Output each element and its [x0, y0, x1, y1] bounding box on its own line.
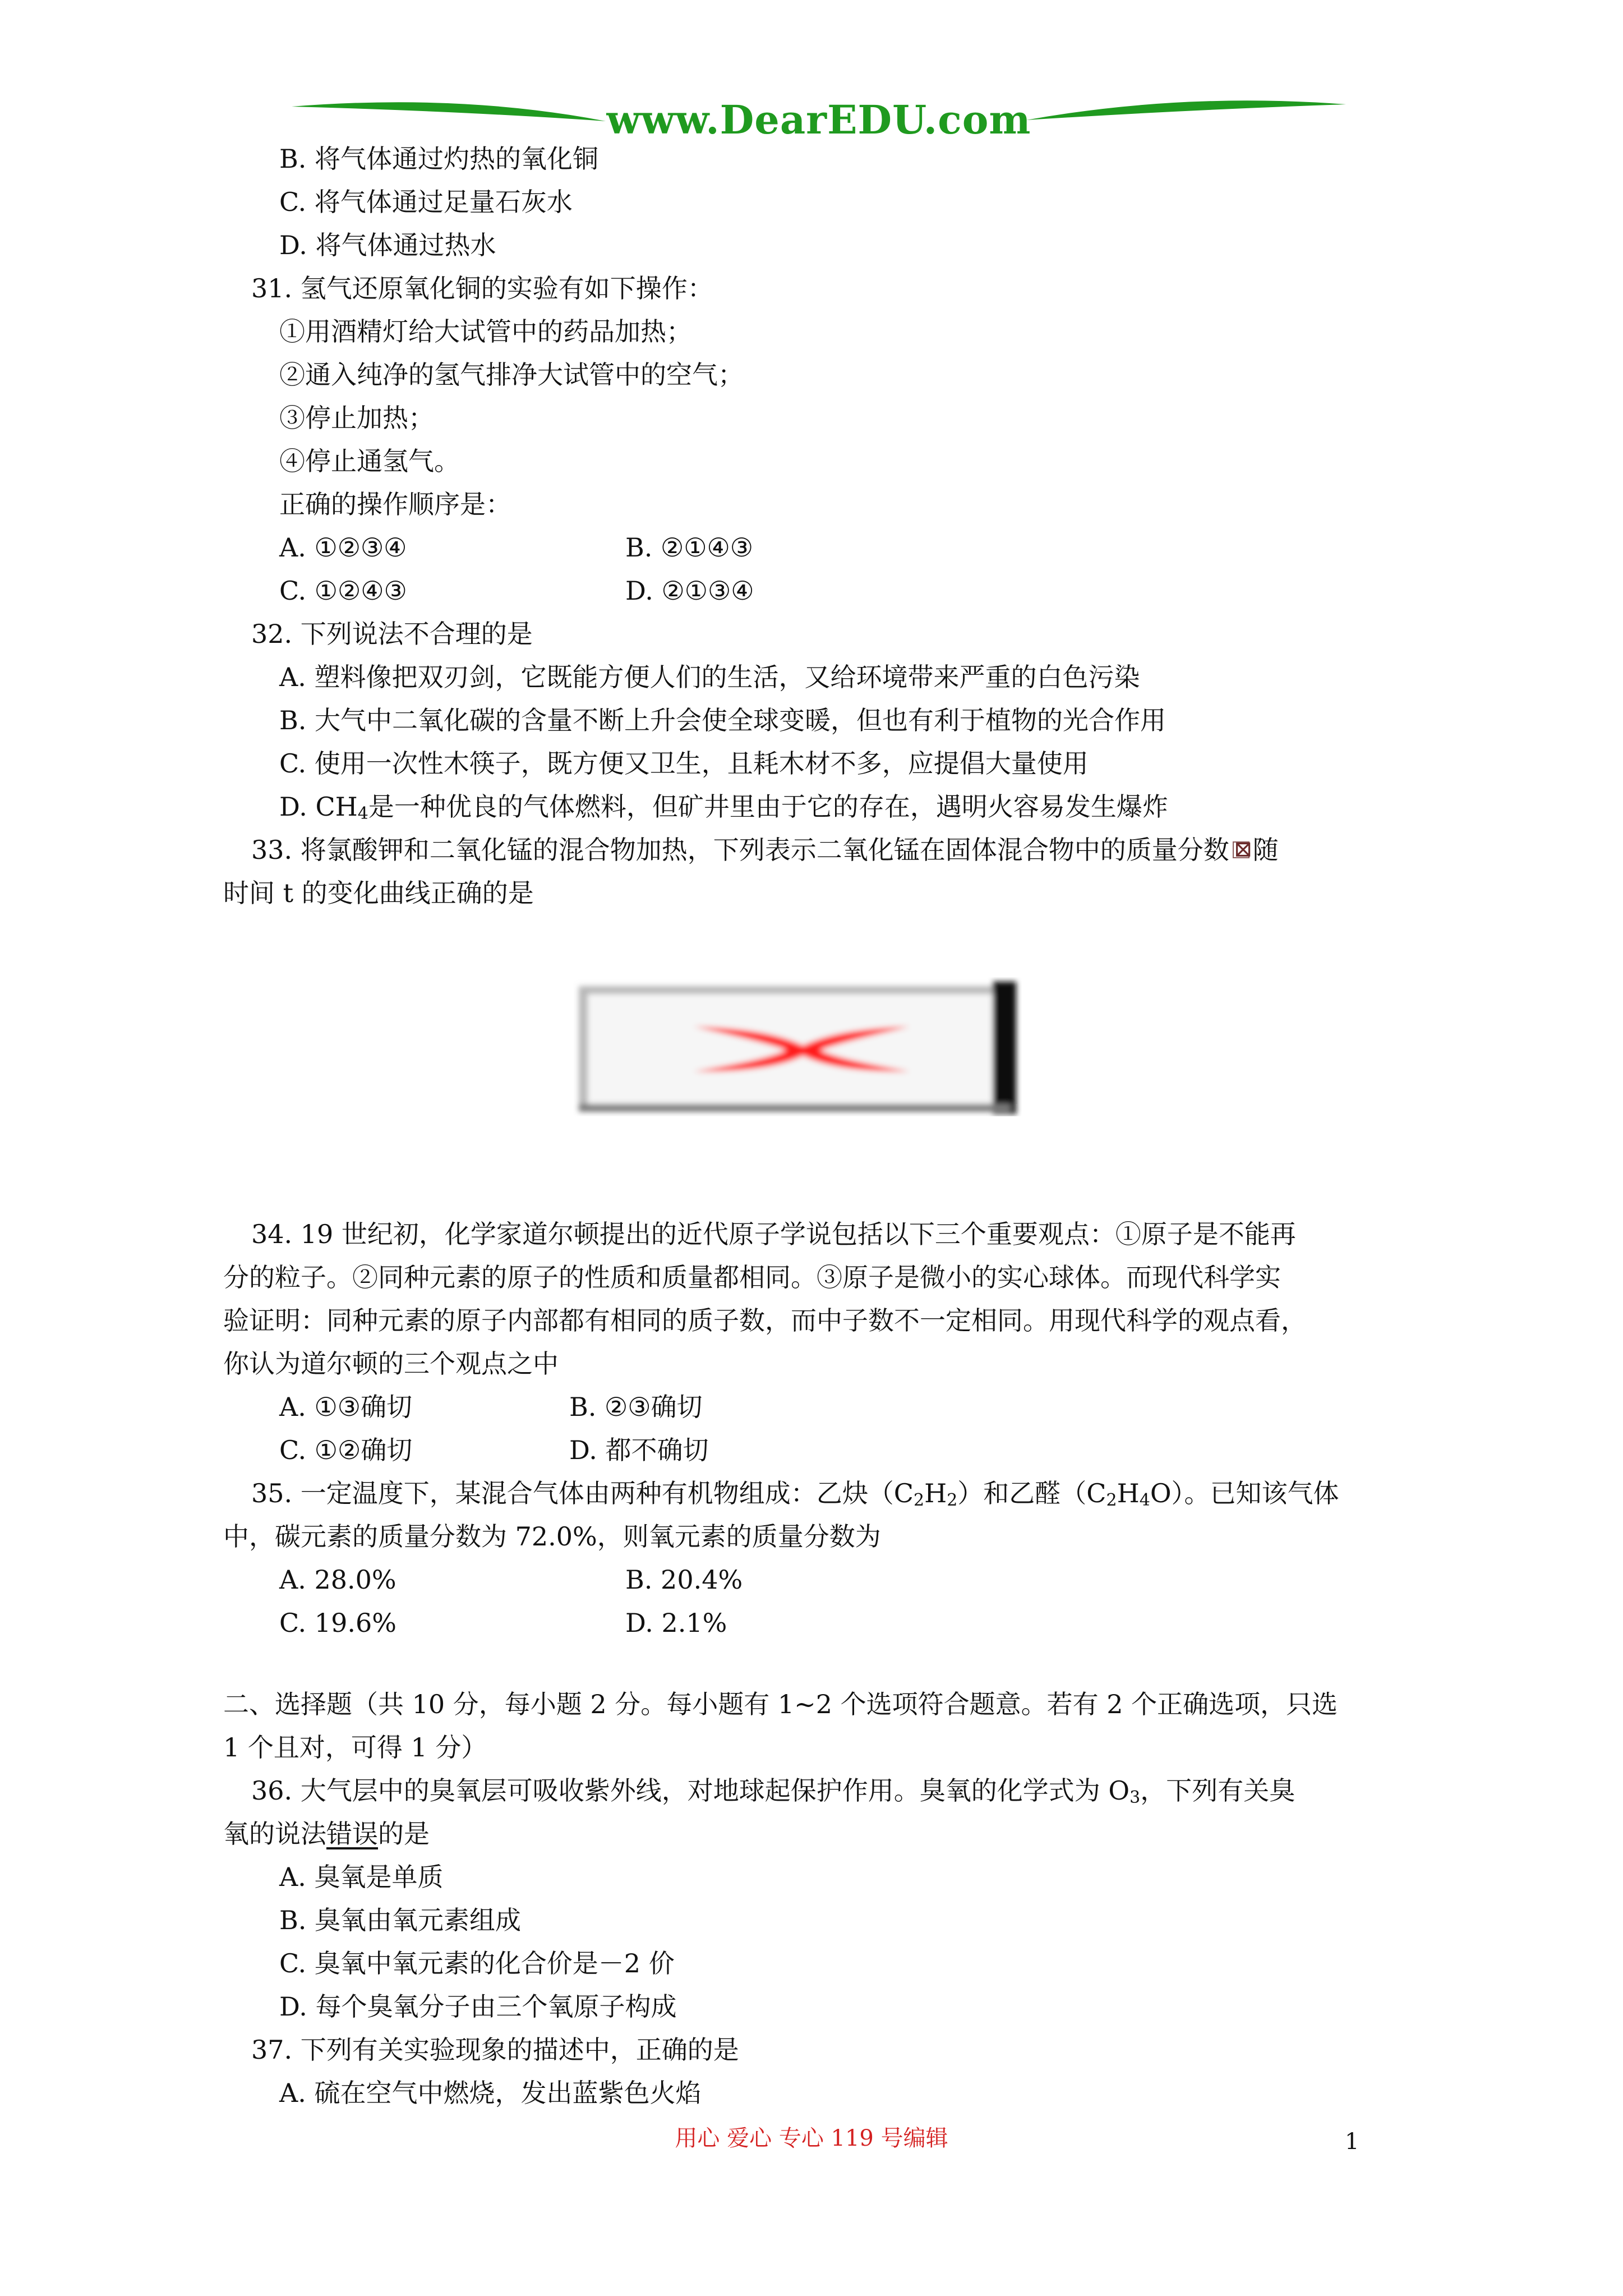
q31-stem: 31. 氢气还原氧化铜的实验有如下操作： [251, 273, 713, 303]
q30-option-b: B. 将气体通过灼热的氧化铜 [279, 144, 599, 174]
q36-underlined-word: 错误 [326, 1819, 378, 1849]
q35-option-c: C. 19.6% [279, 1608, 396, 1638]
q30-option-c: C. 将气体通过足量石灰水 [279, 187, 573, 217]
q34-stem-line4: 你认为道尔顿的三个观点之中 [223, 1349, 559, 1379]
q31-option-b: B. ②①④③ [625, 532, 754, 563]
q33-stem-text-cont: 随 [1252, 835, 1279, 865]
q35-text-3: ）和乙醛（C [957, 1478, 1106, 1508]
q31-prompt: 正确的操作顺序是： [279, 489, 511, 519]
section2-heading-line1: 二、选择题（共 10 分，每小题 2 分。每小题有 1~2 个选项符合题意。若有 2 个正确选项，只选 [223, 1689, 1338, 1719]
q32-option-d-text: D. CH [279, 792, 358, 822]
q35-stem-line2: 中，碳元素的质量分数为 72.0%，则氧元素的质量分数为 [223, 1521, 881, 1552]
q35-sub-1: 2 [913, 1490, 925, 1510]
q35-text-5: O）。已知该气体 [1150, 1478, 1339, 1508]
missing-symbol-icon: ⊠ [1233, 836, 1253, 862]
q34-option-b: B. ②③确切 [569, 1392, 703, 1422]
q33-stem-line1 [251, 829, 1279, 871]
q32-option-c: C. 使用一次性木筷子，既方便又卫生，且耗木材不多，应提倡大量使用 [279, 748, 1089, 779]
q31-step-4: ④停止通氢气。 [279, 446, 460, 476]
q36-option-a: A. 臭氧是单质 [279, 1862, 444, 1892]
q34-option-c: C. ①②确切 [279, 1435, 413, 1465]
q35-sub-4: 4 [1139, 1490, 1150, 1510]
q34-option-d: D. 都不确切 [569, 1435, 709, 1465]
site-name: www.DearEDU.com [606, 96, 1031, 143]
q31-option-d: D. ②①③④ [625, 576, 754, 606]
footer-text: 用心 爱心 专心 119 号编辑 [675, 2125, 948, 2151]
q34-stem-line1: 34. 19 世纪初，化学家道尔顿提出的近代原子学说包括以下三个重要观点：①原子是不能再 [251, 1219, 1296, 1249]
q37-option-a: A. 硫在空气中燃烧，发出蓝紫色火焰 [279, 2078, 702, 2108]
q33-stem-text: 33. 将氯酸钾和二氧化锰的混合物加热，下列表示二氧化锰在固体混合物中的质量分数 [251, 835, 1229, 865]
q35-text-1: 35. 一定温度下，某混合气体由两种有机物组成：乙炔（C [251, 1478, 914, 1508]
q36-subscript: 3 [1129, 1788, 1141, 1807]
q35-text-4: H [1117, 1478, 1140, 1508]
q31-step-1: ①用酒精灯给大试管中的药品加热； [279, 316, 692, 347]
q32-option-d [279, 785, 1168, 828]
q34-stem-line3: 验证明：同种元素的原子内部都有相同的质子数，而中子数不一定相同。用现代科学的观点看， [223, 1305, 1307, 1336]
q36-option-d: D. 每个臭氧分子由三个氧原子构成 [279, 1991, 677, 2022]
q36-option-c: C. 臭氧中氧元素的化合价是－2 价 [279, 1948, 675, 1978]
q31-option-a: A. ①②③④ [279, 532, 407, 563]
q32-option-b: B. 大气中二氧化碳的含量不断上升会使全球变暖，但也有利于植物的光合作用 [279, 705, 1166, 735]
page-number: 1 [1345, 2129, 1359, 2155]
q35-option-d: D. 2.1% [625, 1608, 727, 1638]
q31-option-c: C. ①②④③ [279, 576, 407, 606]
broken-image-icon [573, 977, 1022, 1116]
q36-stem-line1 [251, 1769, 1295, 1812]
q35-option-a: A. 28.0% [279, 1565, 396, 1595]
q36-option-b: B. 臭氧由氧元素组成 [279, 1905, 522, 1935]
q34-stem-line2: 分的粒子。②同种元素的原子的性质和质量都相同。③原子是微小的实心球体。而现代科学实 [223, 1262, 1281, 1292]
q35-option-b: B. 20.4% [625, 1565, 743, 1595]
q36-stem-line2 [223, 1812, 430, 1855]
q34-option-a: A. ①③确切 [279, 1392, 412, 1422]
q32-option-a: A. 塑料像把双刃剑，它既能方便人们的生活，又给环境带来严重的白色污染 [279, 662, 1140, 692]
q30-option-d: D. 将气体通过热水 [279, 230, 496, 260]
q32-stem: 32. 下列说法不合理的是 [251, 619, 533, 649]
q36-line2-text: 氧的说法 [223, 1819, 326, 1849]
q31-step-2: ②通入纯净的氢气排净大试管中的空气； [279, 360, 744, 390]
q32-option-d-subscript: 4 [357, 804, 368, 823]
q36-line2-text-cont: 的是 [378, 1819, 430, 1849]
q35-sub-2: 2 [947, 1490, 958, 1510]
q36-text: 36. 大气层中的臭氧层可吸收紫外线，对地球起保护作用。臭氧的化学式为 O [251, 1775, 1130, 1806]
q35-stem-line1 [251, 1472, 1339, 1515]
q32-option-d-text-cont: 是一种优良的气体燃料，但矿井里由于它的存在，遇明火容易发生爆炸 [368, 792, 1168, 822]
q33-stem-line2: 时间 t 的变化曲线正确的是 [223, 878, 534, 908]
q31-step-3: ③停止加热； [279, 403, 434, 433]
q36-text-cont: ，下列有关臭 [1140, 1775, 1295, 1806]
q37-stem: 37. 下列有关实验现象的描述中，正确的是 [251, 2035, 739, 2065]
section2-heading-line2: 1 个且对，可得 1 分） [223, 1732, 487, 1763]
q35-sub-3: 2 [1106, 1490, 1117, 1510]
q35-text-2: H [924, 1478, 947, 1508]
